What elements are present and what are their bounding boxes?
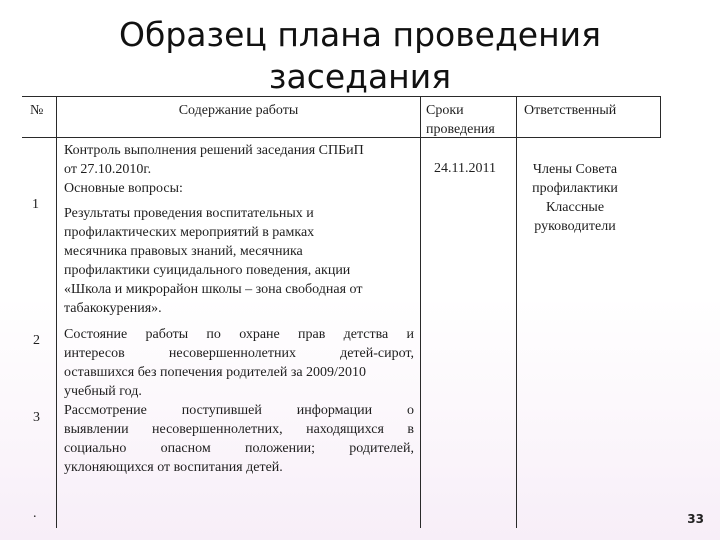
content-line: «Школа и микрорайон школы – зона свободная от [64,282,363,297]
column-divider-2 [420,96,421,528]
content-line: Рассмотрение поступившей информации о [64,403,414,418]
row-number-4: . [33,506,37,521]
responsible-value [520,160,630,236]
page-number: 33 [687,512,704,526]
content-block-review [64,401,414,477]
column-divider-1 [56,96,57,528]
content-line: от 27.10.2010г. [64,162,152,177]
deadline-value: 24.11.2011 [434,161,496,176]
row-number-3: 3 [33,410,40,425]
content-line: выявлении несовершеннолетних, находящихся в [64,422,414,437]
row-number-1: 1 [32,197,39,212]
responsible-line: руководители [534,219,616,234]
responsible-line: Члены Совета [532,162,618,177]
header-bottom-border [22,137,660,138]
content-line: социально опасном положении; родителей, [64,441,414,456]
content-line: уклоняющихся от воспитания детей. [64,460,283,475]
slide-title [0,14,720,98]
content-line: Контроль выполнения решений заседания СПБиП [64,143,364,158]
header-number: № [30,103,44,118]
row-number-2: 2 [33,333,40,348]
header-deadline-line2: проведения [426,122,495,137]
title-line-1: Образец плана проведения [119,15,601,54]
table-right-border [660,96,661,138]
responsible-line: профилактики [532,181,618,196]
content-line: учебный год. [64,384,142,399]
content-line: табакокурения». [64,301,162,316]
header-responsible: Ответственный [524,103,617,118]
content-line: профилактики суицидального поведения, акции [64,263,351,278]
header-deadline-line1: Сроки [426,103,464,118]
content-line: интересов несовершеннолетних детей-сирот, [64,346,414,361]
content-block-results [64,204,416,318]
content-line: Результаты проведения воспитательных и [64,206,314,221]
content-block-rights [64,325,414,401]
content-line: Основные вопросы: [64,181,183,196]
header-content: Содержание работы [178,103,299,118]
header-deadline [426,101,495,139]
content-line: профилактических мероприятий в рамках [64,225,315,240]
title-line-2: заседания [268,57,452,96]
content-line: месячника правовых знаний, месячника [64,244,303,259]
content-line: Состояние работы по охране прав детства и [64,327,414,342]
column-divider-3 [516,96,517,528]
table-top-border [22,96,660,97]
content-line: оставшихся без попечения родителей за 2009/2010 [64,365,366,380]
responsible-line: Классные [545,200,605,215]
content-block-control [64,141,416,198]
